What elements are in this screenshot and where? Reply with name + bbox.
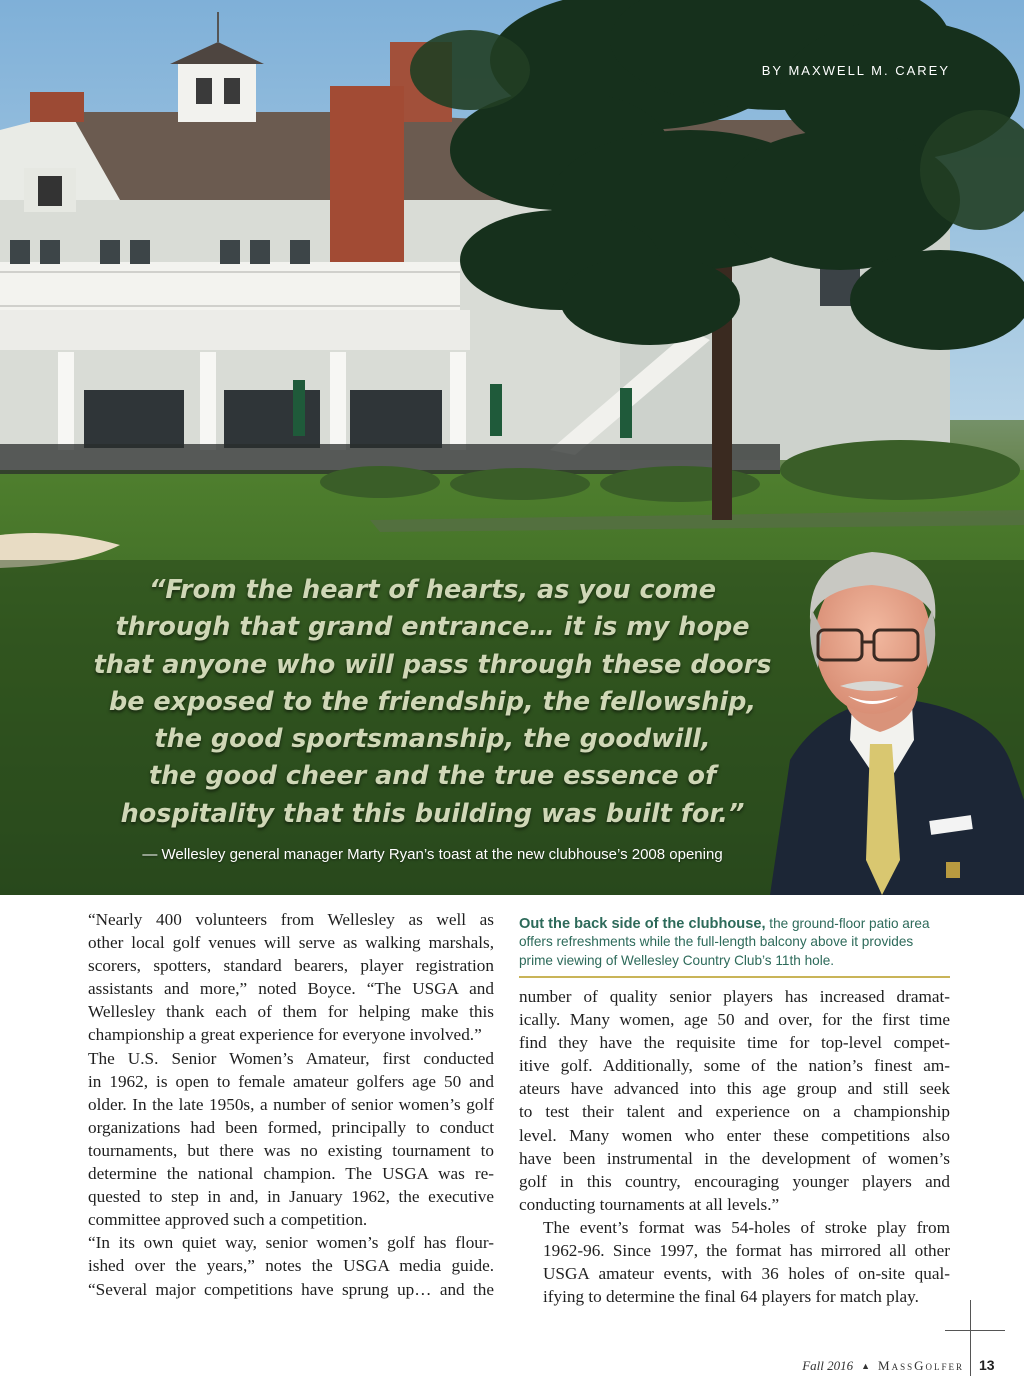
caption-lead: Out the back side of the clubhouse, (519, 916, 766, 932)
text-line: championship a great experience for everyone involved.” (88, 1025, 482, 1045)
text-line: conducting tournaments at all levels.” (519, 1194, 780, 1214)
pull-quote (60, 572, 805, 833)
text-line: to test their talent and experience on a championship (519, 1102, 950, 1122)
text-line: “Nearly 400 volunteers from Wellesley as well as (88, 910, 494, 929)
pull-quote-line: the good cheer and the true essence of (148, 761, 717, 792)
text-line: determine the national champion. The USGA was re- (88, 1164, 494, 1184)
paragraph (64, 1047, 494, 1232)
text-line: ically. Many women, age 50 and over, for the first time (519, 1010, 950, 1030)
pull-quote-line: be exposed to the friendship, the fellowship, (108, 686, 757, 717)
text-line: “In its own quiet way, senior women’s golf has flour- (88, 1233, 494, 1253)
text-line: level. Many women who enter these competitions also (519, 1125, 950, 1145)
caption-text: the ground-floor patio area offers refreshments while the full-length balcony above it provides prime viewing of Wellesley Country Club’s 11th hole. (519, 916, 930, 968)
crop-mark (970, 1300, 971, 1376)
byline: BY MAXWELL M. CAREY (761, 63, 950, 78)
pull-quote-line: “From the heart of hearts, as you come (149, 575, 716, 605)
pull-quote-line: hospitality that this building was built for.” (120, 798, 745, 829)
text-line: ateurs have advanced into this age group and still seek (519, 1079, 950, 1099)
paragraph (519, 985, 950, 1216)
pull-quote-line: that anyone who will pass through these doors (93, 649, 772, 680)
quote-attribution: — Wellesley general manager Marty Ryan’s toast at the new clubhouse’s 2008 opening (142, 846, 723, 863)
text-line: The U.S. Senior Women’s Amateur, first conducted (88, 1048, 494, 1068)
page-footer (802, 1358, 964, 1374)
paragraph (64, 908, 494, 1047)
pull-quote-line: through that grand entrance… it is my hope (115, 612, 750, 643)
text-line: golf in this country, encouraging younger players and (519, 1171, 950, 1191)
text-line: assistants and more,” noted Boyce. “The USGA and (88, 979, 494, 999)
text-line: “Several major competitions have sprung up… and the (88, 1279, 494, 1299)
crop-mark (945, 1330, 1005, 1331)
paragraph (519, 1216, 950, 1308)
text-line: tournaments, but there was no existing tournament to (88, 1140, 494, 1160)
magazine-name: MassGolfer (878, 1358, 964, 1373)
text-line: number of quality senior players has increased dramat- (519, 987, 950, 1006)
left-column (64, 908, 494, 1301)
text-line: USGA amateur events, with 36 holes of on-site qual- (543, 1264, 950, 1284)
text-line: quested to step in and, in January 1962, the executive (88, 1187, 494, 1207)
triangle-icon: ▲ (861, 1361, 871, 1371)
right-column (519, 985, 950, 1308)
text-line: itive golf. Additionally, some of the nation’s finest am- (519, 1056, 950, 1076)
text-line: in 1962, is open to female amateur golfers age 50 and (88, 1071, 494, 1091)
text-line: ifying to determine the final 64 players for match play. (543, 1287, 919, 1307)
text-line: older. In the late 1950s, a number of senior women’s golf (88, 1094, 494, 1114)
page-number: 13 (979, 1357, 995, 1373)
photo-caption (519, 915, 950, 978)
text-line: ished over the years,” notes the USGA media guide. (88, 1256, 494, 1276)
text-line: have been instrumental in the development of women’s (519, 1148, 950, 1168)
text-line: find they have the requisite time for top-level compet- (519, 1033, 950, 1053)
paragraph (64, 1231, 494, 1300)
text-line: committee approved such a competition. (88, 1210, 368, 1230)
text-line: Wellesley thank each of them for helping make this (88, 1002, 494, 1022)
text-line: The event’s format was 54-holes of stroke play from (543, 1217, 950, 1237)
text-line: other local golf venues will serve as walking marshals, (88, 933, 494, 953)
text-line: scorers, spotters, standard bearers, player registration (88, 956, 494, 976)
text-line: 1962-96. Since 1997, the format has mirrored all other (543, 1241, 950, 1261)
text-line: organizations had been formed, principally to conduct (88, 1117, 494, 1137)
issue-label: Fall 2016 (802, 1358, 854, 1373)
pull-quote-line: the good sportsmanship, the goodwill, (154, 724, 711, 755)
